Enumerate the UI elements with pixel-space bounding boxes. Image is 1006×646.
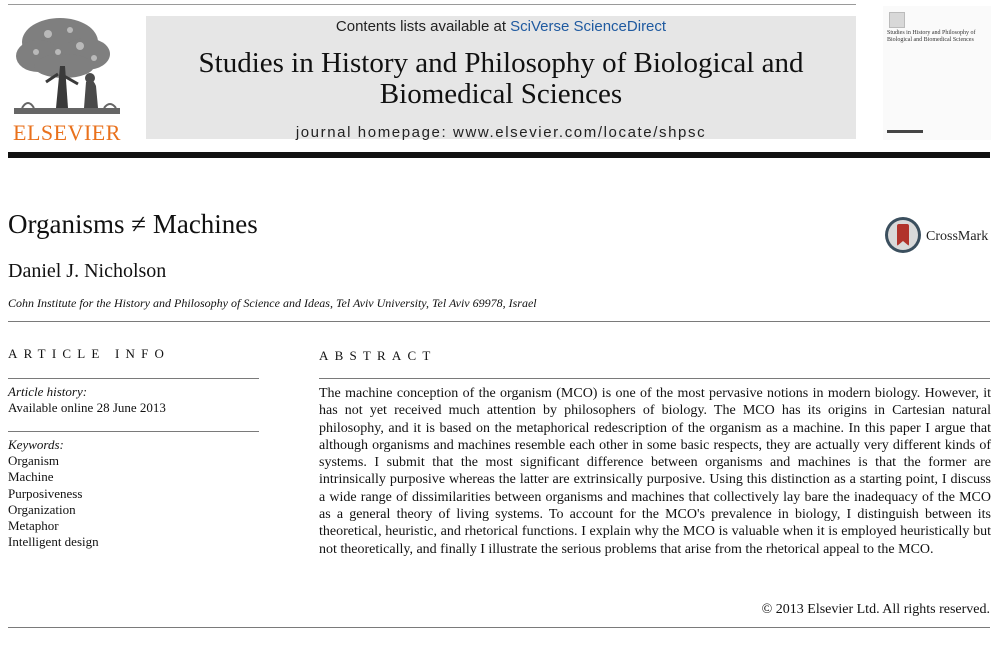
contents-line: [146, 18, 856, 36]
keyword-item: Organization: [8, 501, 76, 517]
top-rule: [8, 4, 856, 5]
crossmark-label: CrossMark: [926, 229, 989, 244]
cover-bar: [887, 130, 923, 133]
journal-homepage-link[interactable]: journal homepage: www.elsevier.com/locate/shpsc: [295, 124, 707, 141]
keywords-divider: [8, 431, 259, 432]
keyword-item: Purposiveness: [8, 485, 83, 501]
author-affiliation: Cohn Institute for the History and Philosophy of Science and Ideas, Tel Aviv University, Tel Aviv 69978, Israel: [8, 296, 537, 310]
article-history-label: Article history:: [8, 384, 88, 399]
crossmark-button[interactable]: [884, 216, 994, 256]
author-name[interactable]: Daniel J. Nicholson: [8, 260, 167, 282]
journal-title[interactable]: Studies in History and Philosophy of Biological and Biomedical Sciences: [198, 47, 804, 110]
abstract-text: The machine conception of the organism (MCO) is one of the most pervasive notions in modern biology. However, it has not yet received much attention by philosophers of biology. The MCO has its origins in Cartesian natural philosophy, and it is based on the metaphorical redescription of the organism as a machine. In this paper I argue that although organisms and machines resemble each other in some basic respects, they are actually very different kinds of systems. I submit that the most significant difference between organisms and machines is that the former are intrinsically purposive whereas the latter are extrinsically purposive. Using this distinction as a starting point, I discuss a wide range of dissimilarities between organisms and machines that collectively lay bare the inadequacy of the MCO as a general theory of living systems. To account for the MCO's prevalence in biology, I distinguish between its theoretical, heuristic, and rhetorical functions. I explain why the MCO is valuable when it is employed heuristically but not theoretically, and finally I illustrate the serious problems that arise from the rhetorical appeal to the MCO.: [319, 386, 991, 557]
article-history-value: Available online 28 June 2013: [8, 400, 166, 415]
cover-title: Studies in History and Philosophy of Biological and Biomedical Sciences: [887, 30, 976, 43]
keyword-item: Machine: [8, 469, 54, 485]
article-title: Organisms ≠ Machines: [8, 209, 258, 239]
abstract-heading: ABSTRACT: [319, 348, 437, 363]
keyword-item: Metaphor: [8, 518, 59, 534]
keywords-label: Keywords:: [8, 437, 64, 452]
heading-divider: [8, 321, 990, 322]
article-info-divider: [8, 378, 259, 379]
copyright-notice: © 2013 Elsevier Ltd. All rights reserved.: [761, 602, 990, 617]
keywords-list: [8, 453, 99, 551]
cover-logo-icon: [889, 12, 905, 28]
journal-banner: [146, 16, 856, 139]
sciencedirect-link[interactable]: SciVerse ScienceDirect: [510, 18, 667, 35]
keyword-item: Organism: [8, 453, 60, 468]
contents-prefix: Contents lists available at: [335, 18, 511, 35]
header-divider: [8, 152, 990, 158]
bottom-divider: [8, 627, 990, 628]
keyword-item: Intelligent design: [8, 534, 99, 550]
crossmark-icon: [884, 216, 922, 254]
elsevier-tree-icon: [8, 12, 126, 120]
abstract-divider: [319, 378, 990, 379]
journal-cover-thumbnail[interactable]: [883, 6, 991, 140]
elsevier-wordmark: ELSEVIER: [13, 120, 121, 145]
elsevier-logo[interactable]: [8, 12, 126, 144]
article-info-heading: ARTICLE INFO: [8, 346, 171, 361]
